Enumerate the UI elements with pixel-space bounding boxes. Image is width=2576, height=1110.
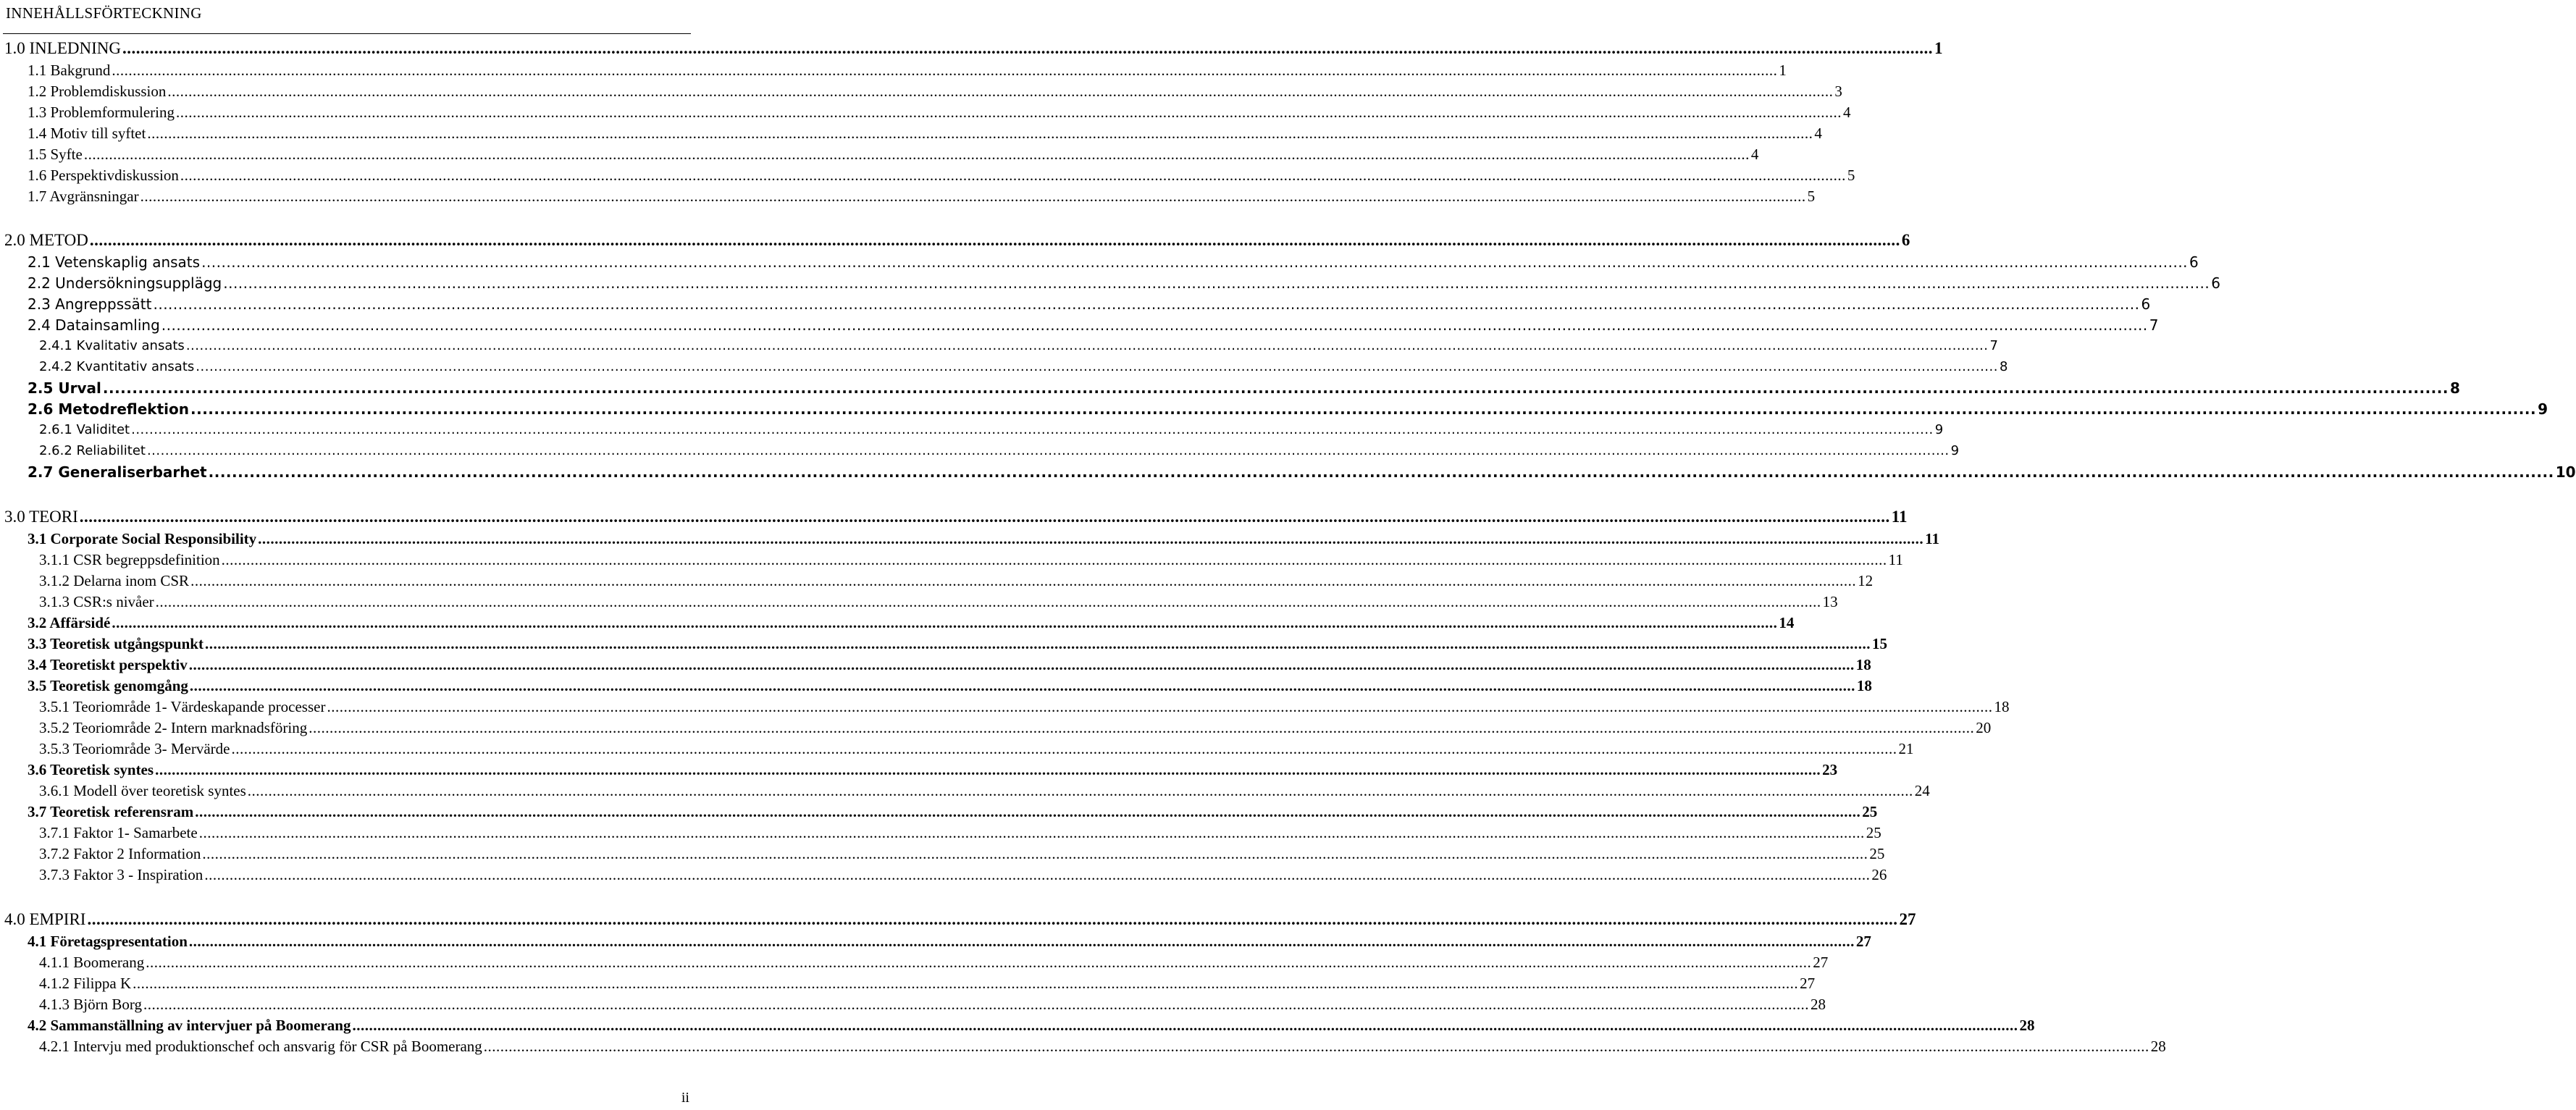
toc-entry[interactable]	[39, 973, 1816, 993]
toc-entry-title: 4.1 Företagspresentation	[28, 933, 188, 950]
toc-entry[interactable]	[39, 844, 1885, 864]
toc-entry[interactable]	[39, 697, 2010, 717]
toc-entry-page: 25	[1866, 824, 1881, 841]
toc-entry-page: 9	[1950, 443, 1960, 458]
toc-entry[interactable]	[28, 378, 2460, 398]
dot-leader: ................................................................................................................................................................................................................................................................................................................................................................................................................	[231, 740, 1897, 757]
toc-entry[interactable]	[28, 676, 1872, 696]
toc-entry[interactable]	[39, 865, 1887, 885]
toc-entry-title: 2.4.1 Kvalitativ ansats	[39, 338, 185, 353]
toc-entry[interactable]	[28, 655, 1871, 675]
toc-entry-title: 3.6.1 Modell över teoretisk syntes	[39, 782, 246, 799]
toc-entry-title: 3.5.1 Teoriområde 1- Värdeskapande processer	[39, 698, 326, 715]
toc-entry-title: 3.1.3 CSR:s nivåer	[39, 593, 154, 610]
dot-leader: ................................................................................................................................................................................................................................................................................................................................................................................................................	[202, 845, 1868, 862]
toc-entry-title: 1.2 Problemdiskussion	[28, 83, 167, 100]
toc-entry-title: 4.2.1 Intervju med produktionschef och ansvarig för CSR på Boomerang	[39, 1038, 482, 1055]
toc-entry-page: 4	[1814, 125, 1822, 142]
toc-entry-page: 27	[1800, 975, 1816, 992]
dot-leader: ................................................................................................................................................................................................................................................................................................................................................................................................................	[188, 656, 1855, 673]
toc-entry[interactable]	[39, 420, 1944, 440]
toc-entry-title: 2.6 Metodreflektion	[28, 400, 189, 418]
dot-leader: ................................................................................................................................................................................................................................................................................................................................................................................................................	[131, 422, 1934, 437]
toc-entry[interactable]	[28, 462, 2576, 482]
dot-leader: ................................................................................................................................................................................................................................................................................................................................................................................................................	[89, 231, 1900, 249]
toc-entry[interactable]	[28, 123, 1822, 143]
toc-entry-page: 6	[2211, 274, 2220, 292]
toc-entry-page: 23	[1822, 761, 1838, 778]
toc-entry-title: 2.3 Angreppssätt	[28, 295, 152, 313]
toc-entry[interactable]	[28, 802, 1878, 822]
dot-leader: ................................................................................................................................................................................................................................................................................................................................................................................................................	[195, 803, 1861, 820]
toc-entry-page: 11	[1925, 530, 1940, 547]
toc-entry-title: 3.3 Teoretisk utgångspunkt	[28, 635, 204, 652]
toc-entry-page: 5	[1847, 167, 1855, 184]
dot-leader: ................................................................................................................................................................................................................................................................................................................................................................................................................	[201, 253, 2189, 271]
toc-entry-title: 3.7 Teoretisk referensram	[28, 803, 194, 820]
toc-entry-title: 1.4 Motiv till syftet	[28, 125, 146, 142]
toc-entry-title: 3.1.2 Delarna inom CSR	[39, 572, 190, 589]
toc-entry-title: 3.6 Teoretisk syntes	[28, 761, 154, 778]
toc-entry-page: 4	[1750, 146, 1759, 163]
toc-entry-page: 11	[1891, 508, 1908, 526]
toc-entry[interactable]	[39, 952, 1829, 972]
toc-entry[interactable]	[28, 273, 2220, 293]
dot-leader: ................................................................................................................................................................................................................................................................................................................................................................................................................	[190, 400, 2537, 418]
toc-entry[interactable]	[39, 571, 1874, 591]
page-number: ii	[681, 1090, 689, 1106]
toc-entry-page: 7	[1989, 338, 1998, 353]
toc-entry-page: 6	[1901, 231, 1910, 249]
dot-leader: ................................................................................................................................................................................................................................................................................................................................................................................................................	[180, 167, 1846, 184]
toc-entry[interactable]	[39, 718, 1992, 738]
toc-entry-page: 6	[2141, 295, 2151, 313]
toc-entry-title: 3.1.1 CSR begreppsdefinition	[39, 551, 220, 568]
toc-entry-title: 1.7 Avgränsningar	[28, 188, 139, 205]
dot-leader: ................................................................................................................................................................................................................................................................................................................................................................................................................	[102, 379, 2449, 397]
toc-entry-page: 10	[2555, 463, 2576, 481]
dot-leader: ................................................................................................................................................................................................................................................................................................................................................................................................................	[352, 1017, 2018, 1034]
toc-entry[interactable]	[28, 102, 1851, 122]
toc-entry[interactable]	[39, 550, 1903, 570]
toc-entry-title: 3.5.2 Teoriområde 2- Intern marknadsföring	[39, 719, 308, 736]
dot-leader: ................................................................................................................................................................................................................................................................................................................................................................................................................	[133, 975, 1799, 992]
toc-entry-title: 2.4.2 Kvantitativ ansats	[39, 359, 195, 374]
toc-entry-page: 25	[1862, 803, 1878, 820]
toc-entry-title: 3.7.1 Faktor 1- Samarbete	[39, 824, 198, 841]
toc-entry[interactable]	[39, 823, 1881, 843]
toc-entry-page: 14	[1779, 614, 1795, 631]
toc-entry-title: 1.5 Syfte	[28, 146, 83, 163]
toc-entry-page: 11	[1888, 551, 1903, 568]
toc-entry-page: 5	[1807, 188, 1816, 205]
toc-entry[interactable]	[39, 739, 1914, 759]
toc-entry-page: 18	[1856, 677, 1872, 694]
dot-leader: ................................................................................................................................................................................................................................................................................................................................................................................................................	[204, 866, 1871, 883]
toc-entry-title: 1.0 INLEDNING	[4, 39, 121, 57]
toc-entry-title: 2.1 Vetenskaplig ansats	[28, 253, 201, 271]
toc-entry-title: 1.3 Problemformulering	[28, 104, 175, 121]
toc-entry-title: 1.6 Perspektivdiskussion	[28, 167, 179, 184]
toc-entry[interactable]	[39, 994, 1826, 1014]
dot-leader: ................................................................................................................................................................................................................................................................................................................................................................................................................	[167, 83, 1834, 100]
dot-leader: ................................................................................................................................................................................................................................................................................................................................................................................................................	[196, 359, 1998, 374]
dot-leader: ................................................................................................................................................................................................................................................................................................................................................................................................................	[112, 62, 1778, 79]
dot-leader: ................................................................................................................................................................................................................................................................................................................................................................................................................	[204, 635, 1871, 652]
dot-leader: ................................................................................................................................................................................................................................................................................................................................................................................................................	[153, 295, 2140, 313]
dot-leader: ................................................................................................................................................................................................................................................................................................................................................................................................................	[188, 933, 1855, 950]
toc-entry-title: 3.7.2 Faktor 2 Information	[39, 845, 201, 862]
toc-entry-title: 2.2 Undersökningsupplägg	[28, 274, 222, 292]
toc-entry[interactable]	[28, 399, 2548, 419]
toc-entry-page: 27	[1855, 933, 1871, 950]
toc-entry[interactable]	[39, 592, 1838, 612]
toc-entry-title: 2.6.1 Validitet	[39, 422, 130, 437]
dot-leader: ................................................................................................................................................................................................................................................................................................................................................................................................................	[309, 719, 1975, 736]
dot-leader: ................................................................................................................................................................................................................................................................................................................................................................................................................	[155, 593, 1821, 610]
toc-entry-page: 27	[1813, 954, 1829, 971]
dot-leader: ................................................................................................................................................................................................................................................................................................................................................................................................................	[83, 146, 1750, 163]
dot-leader: ................................................................................................................................................................................................................................................................................................................................................................................................................	[79, 508, 1890, 526]
toc-entry-page: 8	[1999, 359, 2008, 374]
toc-entry[interactable]	[4, 230, 1910, 251]
toc-entry-title: 4.1.3 Björn Borg	[39, 996, 142, 1013]
toc-entry[interactable]	[28, 165, 1855, 185]
toc-entry-page: 24	[1914, 782, 1930, 799]
toc-entry-page: 7	[2149, 316, 2159, 334]
toc-entry-page: 18	[1994, 698, 2010, 715]
toc-entry-page: 8	[2449, 379, 2460, 397]
toc-entry[interactable]	[4, 909, 1916, 930]
toc-entry-page: 28	[1810, 996, 1826, 1013]
toc-entry-title: 2.0 METOD	[4, 231, 88, 249]
dot-leader: ................................................................................................................................................................................................................................................................................................................................................................................................................	[189, 677, 1855, 694]
toc-entry-page: 28	[2019, 1017, 2035, 1034]
dot-leader: ................................................................................................................................................................................................................................................................................................................................................................................................................	[112, 614, 1778, 631]
toc-entry-title: 1.1 Bakgrund	[28, 62, 111, 79]
toc-entry-page: 13	[1822, 593, 1838, 610]
dot-leader: ................................................................................................................................................................................................................................................................................................................................................................................................................	[87, 910, 1898, 928]
toc-entry-page: 9	[1934, 422, 1944, 437]
toc-heading: INNEHÅLLSFÖRTECKNING	[6, 4, 202, 22]
toc-entry[interactable]	[39, 336, 1998, 356]
toc-entry-page: 6	[2189, 253, 2199, 271]
toc-entry-page: 4	[1842, 104, 1851, 121]
toc-entry-page: 9	[2538, 400, 2548, 418]
toc-entry-title: 4.1.1 Boomerang	[39, 954, 145, 971]
toc-entry-title: 3.1 Corporate Social Responsibility	[28, 530, 257, 547]
toc-entry-page: 1	[1779, 62, 1787, 79]
toc-entry[interactable]	[4, 507, 1908, 527]
toc-entry[interactable]	[28, 81, 1842, 101]
toc-entry-page: 27	[1899, 910, 1916, 928]
dot-leader: ................................................................................................................................................................................................................................................................................................................................................................................................................	[223, 274, 2210, 292]
toc-entry-title: 2.5 Urval	[28, 379, 101, 397]
dot-leader: ................................................................................................................................................................................................................................................................................................................................................................................................................	[208, 463, 2554, 481]
toc-entry-page: 15	[1871, 635, 1887, 652]
toc-entry-title: 4.0 EMPIRI	[4, 910, 86, 928]
dot-leader: ................................................................................................................................................................................................................................................................................................................................................................................................................	[198, 824, 1865, 841]
toc-entry[interactable]	[4, 38, 1943, 59]
toc-entry[interactable]	[28, 252, 2199, 272]
toc-entry-page: 21	[1898, 740, 1914, 757]
toc-entry-title: 2.7 Generaliserbarhet	[28, 463, 207, 481]
dot-leader: ................................................................................................................................................................................................................................................................................................................................................................................................................	[327, 698, 1993, 715]
toc-entry[interactable]	[28, 186, 1816, 206]
toc-entry-title: 4.1.2 Filippa K	[39, 975, 132, 992]
toc-entry-title: 2.4 Datainsamling	[28, 316, 160, 334]
dot-leader: ................................................................................................................................................................................................................................................................................................................................................................................................................	[483, 1038, 2149, 1055]
dot-leader: ................................................................................................................................................................................................................................................................................................................................................................................................................	[185, 338, 1989, 353]
dot-leader: ................................................................................................................................................................................................................................................................................................................................................................................................................	[221, 551, 1887, 568]
toc-entry[interactable]	[28, 60, 1787, 80]
toc-entry-page: 3	[1834, 83, 1842, 100]
toc-entry-title: 2.6.2 Reliabilitet	[39, 443, 146, 458]
toc-entry[interactable]	[39, 441, 1960, 461]
dot-leader: ................................................................................................................................................................................................................................................................................................................................................................................................................	[175, 104, 1842, 121]
toc-entry[interactable]	[28, 529, 1940, 549]
toc-entry[interactable]	[28, 760, 1838, 780]
toc-entry-page: 26	[1871, 866, 1887, 883]
toc-entry-page: 20	[1976, 719, 1992, 736]
toc-entry-title: 3.7.3 Faktor 3 - Inspiration	[39, 866, 204, 883]
dot-leader: ................................................................................................................................................................................................................................................................................................................................................................................................................	[122, 39, 1933, 57]
toc-entry[interactable]	[39, 781, 1930, 801]
toc-entry-title: 3.5.3 Teoriområde 3- Mervärde	[39, 740, 230, 757]
dot-leader: ................................................................................................................................................................................................................................................................................................................................................................................................................	[140, 188, 1806, 205]
toc-entry[interactable]	[28, 294, 2151, 314]
toc-entry-title: 3.5 Teoretisk genomgång	[28, 677, 188, 694]
dot-leader: ................................................................................................................................................................................................................................................................................................................................................................................................................	[146, 954, 1812, 971]
toc-entry[interactable]	[39, 1036, 2166, 1056]
toc-entry[interactable]	[28, 1015, 2035, 1035]
toc-entry[interactable]	[39, 357, 2008, 377]
toc-entry[interactable]	[28, 931, 1871, 951]
toc-entry-page: 25	[1869, 845, 1885, 862]
dot-leader: ................................................................................................................................................................................................................................................................................................................................................................................................................	[161, 316, 2148, 334]
toc-entry-title: 4.2 Sammanställning av intervjuer på Boomerang	[28, 1017, 351, 1034]
toc-entry-page: 28	[2150, 1038, 2166, 1055]
toc-entry-title: 3.4 Teoretiskt perspektiv	[28, 656, 188, 673]
toc-entry-page: 18	[1855, 656, 1871, 673]
dot-leader: ................................................................................................................................................................................................................................................................................................................................................................................................................	[247, 782, 1913, 799]
toc-entry-page: 12	[1858, 572, 1874, 589]
toc-entry[interactable]	[28, 315, 2159, 335]
dot-leader: ................................................................................................................................................................................................................................................................................................................................................................................................................	[155, 761, 1821, 778]
toc-entry-title: 3.2 Affärsidé	[28, 614, 111, 631]
toc-entry[interactable]	[28, 144, 1759, 164]
dot-leader: ................................................................................................................................................................................................................................................................................................................................................................................................................	[190, 572, 1857, 589]
toc-entry-page: 1	[1934, 39, 1943, 57]
toc-entry-title: 3.0 TEORI	[4, 508, 78, 526]
dot-leader: ................................................................................................................................................................................................................................................................................................................................................................................................................	[147, 125, 1813, 142]
dot-leader: ................................................................................................................................................................................................................................................................................................................................................................................................................	[143, 996, 1809, 1013]
toc-entry[interactable]	[28, 613, 1795, 633]
dot-leader: ................................................................................................................................................................................................................................................................................................................................................................................................................	[146, 443, 1950, 458]
toc-entry[interactable]	[28, 634, 1887, 654]
dot-leader: ................................................................................................................................................................................................................................................................................................................................................................................................................	[258, 530, 1924, 547]
